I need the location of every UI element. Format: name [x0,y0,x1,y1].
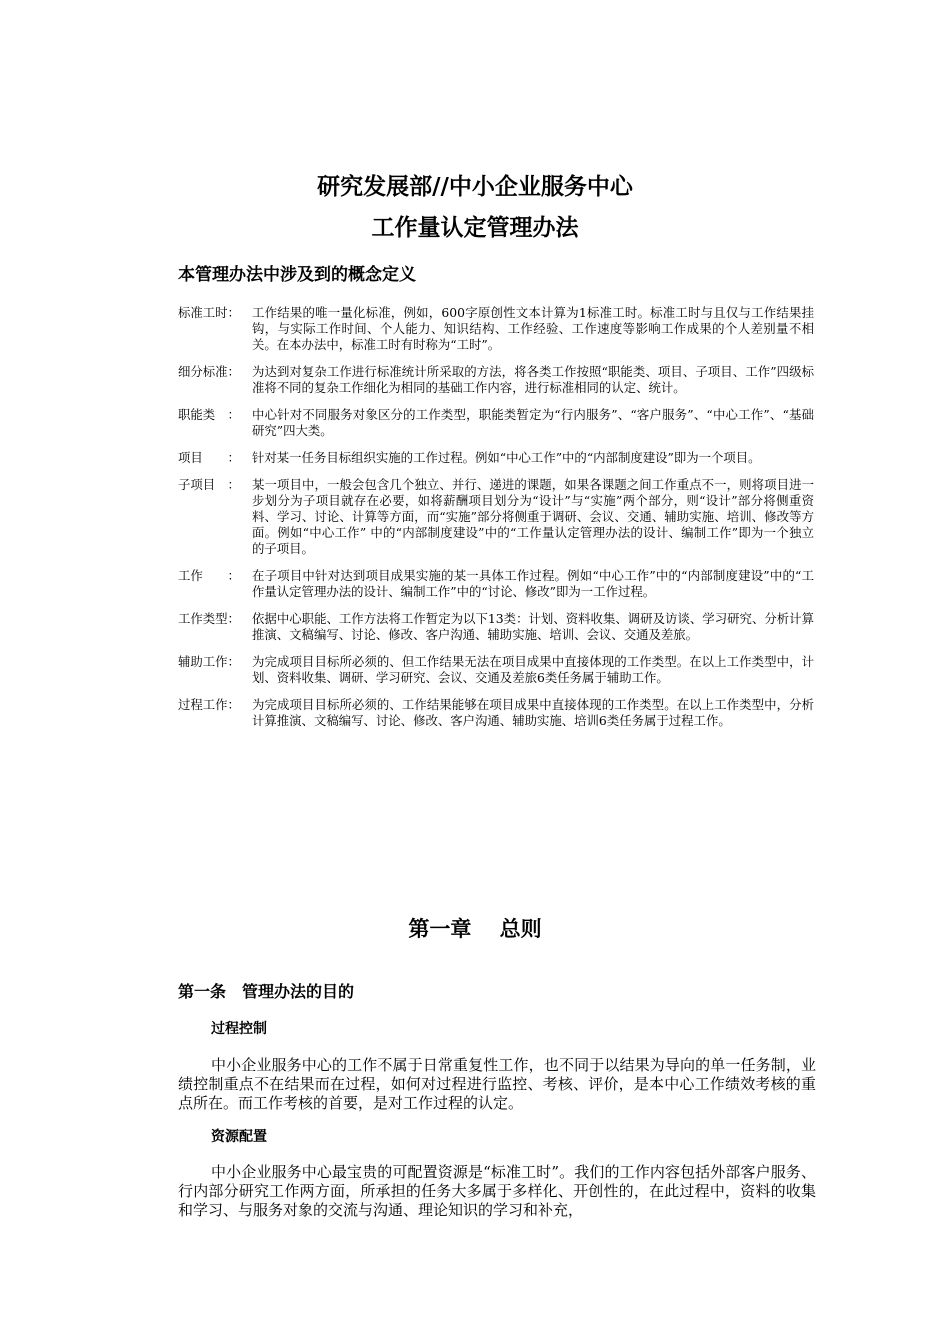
chapter-title: 第一章 总则 [408,917,542,941]
definition-body: 针对某一任务目标组织实施的工作过程。例如“中心工作”中的“内部制度建设”即为一个项目。 [252,450,761,465]
definition-item [178,364,818,396]
definition-term: 子项目 ： [178,477,240,492]
definition-item [178,407,818,439]
definitions-heading: 本管理办法中涉及到的概念定义 [178,265,416,285]
definition-term: 过程工作： [178,697,240,712]
definition-term: 项目 ： [178,450,240,465]
article-title: 第一条 管理办法的目的 [178,982,355,1001]
definition-term: 工作类型： [178,611,240,626]
subsection-heading: 过程控制 [211,1021,267,1037]
definition-body: 在子项目中针对达到项目成果实施的某一具体工作过程。例如“中心工作”中的“内部制度建设”中的“工作量认定管理办法的设计、编制工作”中的“讨论、修改”即为一工作过程。 [252,568,814,599]
definition-term: 细分标准： [178,364,240,379]
definition-term: 标准工时： [178,305,240,320]
subsection-heading: 资源配置 [211,1129,267,1145]
definition-item [178,568,818,600]
definition-item [178,305,818,353]
definition-body: 中心针对不同服务对象区分的工作类型，职能类暂定为“行内服务”、“客户服务”、“中心工作”、“基础研究”四大类。 [252,407,814,438]
definition-item [178,611,818,643]
definitions-list [178,305,818,740]
definition-term: 职能类 ： [178,407,240,422]
definition-item [178,654,818,686]
definition-body: 依据中心职能、工作方法将工作暂定为以下13类：计划、资料收集、调研及访谈、学习研究、分析计算推演、文稿编写、讨论、修改、客户沟通、辅助实施、培训、会议、交通及差旅。 [252,611,814,642]
definition-term: 工作 ： [178,568,240,583]
definition-body: 为完成项目目标所必须的、工作结果能够在项目成果中直接体现的工作类型。在以上工作类型中，分析计算推演、文稿编写、讨论、修改、客户沟通、辅助实施、培训6类任务属于过程工作。 [252,697,814,728]
definition-item [178,697,818,729]
definition-item [178,450,818,466]
document-title-line-2: 工作量认定管理办法 [371,215,579,241]
definition-body: 为达到对复杂工作进行标准统计所采取的方法，将各类工作按照“职能类、项目、子项目、工作”四级标准将不同的复杂工作细化为相同的基础工作内容，进行标准相同的认定、统计。 [252,364,814,395]
document-title-line-1: 研究发展部//中小企业服务中心 [317,174,633,200]
definition-item [178,477,818,557]
definition-body: 为完成项目目标所必须的、但工作结果无法在项目成果中直接体现的工作类型。在以上工作类型中，计划、资料收集、调研、学习研究、会议、交通及差旅6类任务属于辅助工作。 [252,654,814,685]
definition-body: 工作结果的唯一量化标准，例如，600字原创性文本计算为1标准工时。标准工时与且仅与工作结果挂钩，与实际工作时间、个人能力、知识结构、工作经验、工作速度等影响工作成果的个人差别量不相关。在本办法中，标准工时有时称为“工时”。 [252,305,814,352]
paragraph: 中小企业服务中心最宝贵的可配置资源是“标准工时”。我们的工作内容包括外部客户服务、行内部分研究工作两方面，所承担的任务大多属于多样化、开创性的，在此过程中，资料的收集和学习、与服务对象的交流与沟通、理论知识的学习和补充， [178,1163,816,1219]
definition-term: 辅助工作： [178,654,240,669]
paragraph: 中小企业服务中心的工作不属于日常重复性工作，也不同于以结果为导向的单一任务制，业绩控制重点不在结果而在过程，如何对过程进行监控、考核、评价，是本中心工作绩效考核的重点所在。而工作考核的首要，是对工作过程的认定。 [178,1056,816,1112]
definition-body: 某一项目中，一般会包含几个独立、并行、递进的课题，如果各课题之间工作重点不一，则将项目进一步划分为子项目就存在必要，如将薪酬项目划分为“设计”与“实施”两个部分，则“设计”部分将侧重资料、学习、讨论、计算等方面，而“实施”部分将侧重于调研、会议、交通、辅助实施、培训、修改等方面。例如“中心工作” 中的“内部制度建设”中的“工作量认定管理办法的设计、编制工作”即为一个独立的子项目。 [252,477,814,556]
